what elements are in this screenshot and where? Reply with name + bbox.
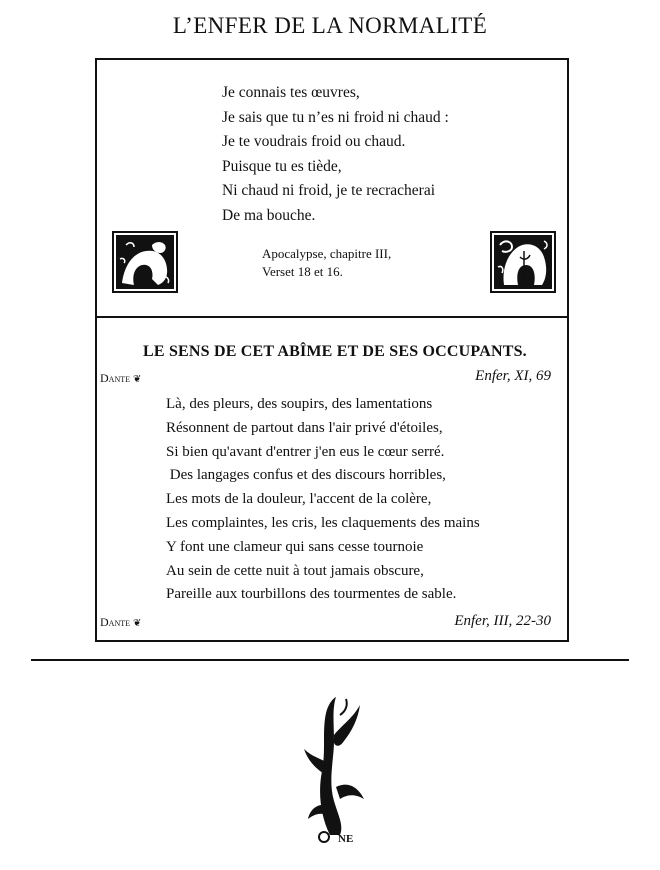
reference-line: Apocalypse, chapitre III,	[262, 246, 392, 261]
epigraph-line: Je sais que tu n’es ni froid ni chaud :	[222, 108, 449, 126]
citation: Enfer, III, 22-30	[454, 613, 551, 629]
verse-line: Y font une clameur qui sans cesse tournoie	[166, 538, 424, 555]
leaf-flourish-icon	[300, 695, 370, 845]
verse-line: Résonnent de partout dans l'air privé d'étoiles,	[166, 419, 443, 436]
fleuron-icon: ❦	[133, 374, 142, 385]
page-title: L’ENFER DE LA NORMALITÉ	[172, 13, 488, 38]
verse-line: Au sein de cette nuit à tout jamais obscure,	[166, 562, 424, 579]
author-name: Dante	[100, 615, 130, 629]
epigraph	[222, 81, 449, 228]
author-name: Dante	[100, 371, 130, 385]
section-subtitle: LE SENS DE CET ABÎME ET DE SES OCCUPANTS.	[143, 343, 527, 360]
citation: Enfer, XI, 69	[475, 368, 551, 384]
verse-line: Les complaintes, les cris, les claquements des mains	[166, 514, 480, 531]
verse-block	[166, 393, 480, 607]
frame-divider	[95, 316, 569, 318]
epigraph-line: De ma bouche.	[222, 206, 316, 224]
crouching-figure-ornament-icon	[112, 231, 178, 293]
epigraph-line: Ni chaud ni froid, je te recracherai	[222, 182, 436, 199]
verse-line: Des langages confus et des discours horribles,	[166, 467, 446, 484]
horizontal-rule	[31, 659, 629, 661]
author-label	[100, 615, 141, 630]
author-label	[100, 371, 141, 386]
epigraph-line: Je connais tes œuvres,	[222, 84, 360, 101]
verse-line: Si bien qu'avant d'entrer j'en eus le cœur serré.	[166, 443, 445, 460]
epigraph-line: Puisque tu es tiède,	[222, 157, 342, 175]
epigraph-reference	[262, 245, 391, 281]
reference-line: Verset 18 et 16.	[262, 264, 343, 279]
epigraph-line: Je te voudrais froid ou chaud.	[222, 133, 406, 150]
svg-text:NE: NE	[338, 833, 354, 845]
crouching-figure-ornament-icon	[490, 231, 556, 293]
verse-line: Pareille aux tourbillons des tourmentes de sable.	[166, 586, 457, 603]
verse-line: Là, des pleurs, des soupirs, des lamentations	[166, 396, 433, 412]
verse-line: Les mots de la douleur, l'accent de la colère,	[166, 491, 432, 508]
fleuron-icon: ❦	[133, 618, 142, 629]
